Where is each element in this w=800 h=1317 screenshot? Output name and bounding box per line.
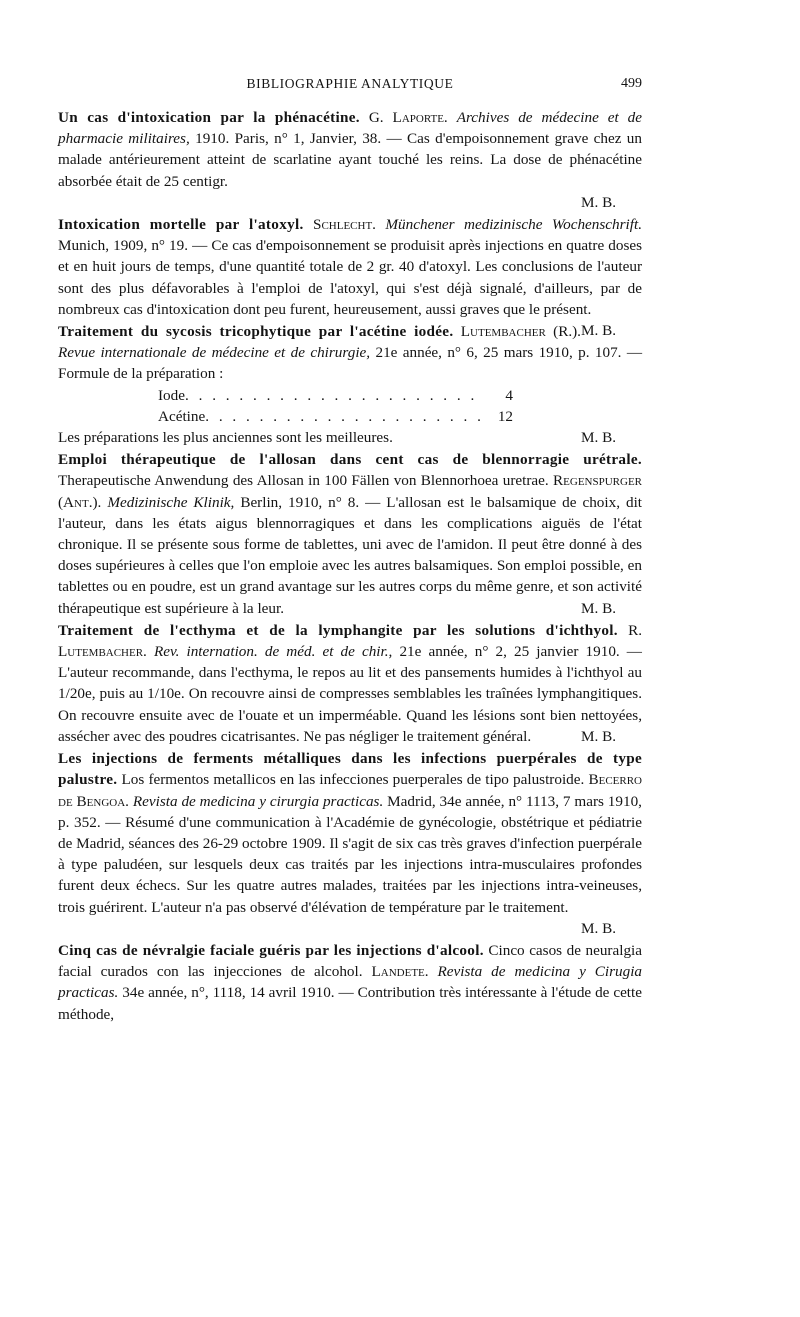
formula-ingredient: Iode: [158, 386, 185, 404]
formula-row: [158, 406, 513, 427]
entry-details: 21e année, n° 2, 25 janvier 1910. — L'auteur recommande, dans l'ecthyma, le repos au lit et des pansements humides à l'ichthyol au 1/20e, puis au 1/10e. On recouvre ainsi de compresses semblables les traînées lymphangitiques. On recouvre ensuite avec de l'ouate et un imperméable. Quand les lésions sont bien nettoyées, assécher avec des poudres cicatrisantes. Ne pas négliger le traitement général.: [58, 643, 642, 745]
entry-details: Madrid, 34e année, n° 1113, 7 mars 1910, p. 352. — Résumé d'une communication à l'Académie de gynécologie, obstétrique et pédiatrie de Madrid, séances des 26-29 octobre 1909. Il s'agit de six cas très graves d'infection puerpérale à type paludéen, sur lesquels deux cas traités par les injections intra-musculaires profondes furent deux échecs. Sur les quatre autres malades, traitées par les injections intra-veineuses, trois guérirent. L'auteur n'a pas observé d'élévation de température par le traitement.: [58, 792, 642, 916]
entry-journal: Münchener medizinische Wochenschrift.: [385, 216, 642, 234]
entry-title: Cinq cas de névralgie faciale guéris par les injections d'alcool.: [58, 941, 484, 959]
article-entry: [58, 107, 642, 213]
formula-quantity: 4: [505, 386, 513, 404]
dot-leader: [205, 406, 485, 427]
entry-journal: Revista de medicina y Cirugia practicas.: [58, 963, 643, 1002]
article-entry: [58, 449, 642, 619]
article-entry: [58, 321, 642, 448]
entry-author: Regenspurger (Ant.).: [58, 472, 643, 511]
entry-title: Emploi thérapeutique de l'allosan dans cent cas de blennorragie urétrale.: [58, 451, 642, 469]
entry-original-title: Therapeutische Anwendung des Allosan in 100 Fällen von Blennorhoea uretrae.: [58, 472, 549, 490]
page-number: 499: [621, 76, 642, 91]
entry-closing: Les préparations les plus anciennes sont les meilleures.: [58, 429, 393, 447]
entry-details: 34e année, n°, 1118, 14 avril 1910. — Contribution très intéressante à l'étude de cette méthode,: [58, 984, 642, 1023]
entry-signature: M. B.: [580, 322, 616, 340]
formula-ingredient: Acétine: [158, 407, 206, 425]
entry-author: Schlecht.: [313, 216, 376, 234]
header-title: BIBLIOGRAPHIE ANALYTIQUE: [246, 76, 454, 91]
entry-author: Landete.: [371, 963, 429, 981]
article-entry: [58, 940, 642, 1025]
entry-signature: M. B.: [580, 429, 616, 447]
entry-journal: Rev. internation. de méd. et de chir.,: [153, 643, 393, 661]
entry-journal: Revista de medicina y cirurgia practicas.: [132, 792, 384, 810]
entry-signature: M. B.: [580, 193, 616, 211]
article-entry: [58, 620, 642, 747]
formula-row: [158, 385, 513, 406]
entry-author: R. Lutembacher.: [58, 621, 642, 661]
entry-signature: M. B.: [580, 727, 616, 745]
entry-title: Traitement du sycosis tricophytique par l'acétine iodée.: [58, 323, 454, 341]
document-page: [58, 76, 642, 1026]
entry-title: Les injections de ferments métalliques dans les infections puerpérales de type palustre.: [58, 750, 642, 789]
entry-title: Un cas d'intoxication par la phénacétine.: [58, 109, 360, 126]
article-entry: [58, 748, 642, 939]
entry-journal: Medizinische Klinik,: [107, 493, 235, 511]
entry-signature: M. B.: [580, 919, 616, 937]
entry-signature: M. B.: [580, 599, 616, 617]
entry-original-title: Cinco casos de neuralgia facial curados con las injecciones de alcohol.: [58, 941, 643, 981]
entry-details: Munich, 1909, n° 19. — Ce cas d'empoisonnement se produisit après injections en quatre doses et en huit jours de temps, d'une quantité totale de 2 gr. 40 d'atoxyl. Les conclusions de l'auteur sont des plus défavorables à l'emploi de l'atoxyl, qui s'est déjà signalé, d'ailleurs, par de nombreux cas d'intoxication dont peu furent, heureusement, aussi graves que le présent.: [58, 237, 642, 318]
running-header: [58, 76, 642, 98]
entry-title: Traitement de l'ecthyma et de la lymphangite par les solutions d'ichthyol.: [58, 621, 618, 639]
entry-author: Becerro de Bengoa.: [58, 771, 642, 810]
entry-details: Berlin, 1910, n° 8. — L'allosan est le balsamique de choix, dit l'auteur, dans les états aigus blennorragiques et dans les complications aiguës de l'état chronique. Il se présente sous forme de tablettes, uni avec de l'amidon. Il peut être donné à des doses supérieures à celles que l'on emploie avec les autres balsamiques. Son emploi possible, en tablettes ou en poudre, est un grand avantage sur les autres corps du même genre, et son activité thérapeutique est supérieure à la leur.: [58, 493, 643, 617]
entry-title: Intoxication mortelle par l'atoxyl.: [58, 216, 304, 234]
formula-quantity: 12: [497, 407, 513, 425]
formula-table: [158, 385, 513, 427]
entry-author: Lutembacher (R.).: [460, 323, 581, 341]
dot-leader: [185, 385, 485, 406]
entry-original-title: Los fermentos metallicos en las infecciones puerperales de tipo palustroide.: [121, 771, 585, 789]
entry-details: 21e année, n° 6, 25 mars 1910, p. 107. — Formule de la préparation :: [58, 344, 643, 383]
entry-journal: Revue internationale de médecine et de chirurgie,: [58, 344, 371, 362]
entry-author: G. Laporte.: [368, 109, 448, 126]
entry-details: 1910. Paris, n° 1, Janvier, 38. — Cas d'empoisonnement grave chez un malade antérieurement atteint de scarlatine ayant touché les reins. La dose de phénacétine absorbée était de 25 centigr.: [58, 130, 642, 190]
entry-journal: Archives de médecine et de pharmacie militaires,: [58, 109, 643, 148]
entry-closing-line: [58, 427, 642, 448]
